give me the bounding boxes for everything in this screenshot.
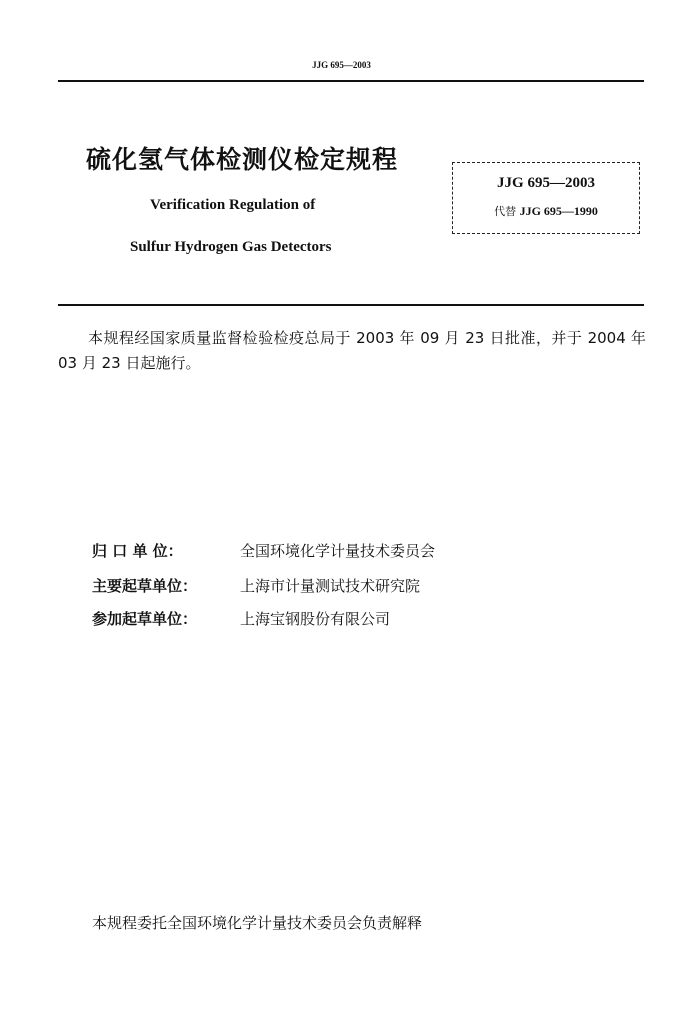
title-chinese: 硫化氢气体检测仪检定规程 [86,145,399,174]
unit-value: 上海市计量测试技术研究院 [240,577,421,595]
header-standard-code: JJG 695—2003 [312,60,371,70]
approval-statement: 本规程经国家质量监督检验检疫总局于 2003 年 09 月 23 日批准，并于 2004 年 03 月 23 日起施行。 [58,329,646,372]
interpretation-note: 本规程委托全国环境化学计量技术委员会负责解释 [92,914,423,932]
responsible-unit-row [92,540,435,561]
replaces-prefix: 代替 [494,205,517,218]
unit-label: 归 口 单 位： [92,542,183,560]
unit-label: 主要起草单位： [92,577,198,595]
unit-value: 上海宝钢股份有限公司 [240,610,391,628]
unit-label: 参加起草单位： [92,610,198,628]
unit-value: 全国环境化学计量技术委员会 [240,542,436,560]
replaced-code: JJG 695—1990 [519,204,598,218]
replaces-line [453,203,639,219]
section-divider [58,304,644,306]
title-english-line1: Verification Regulation of [150,197,316,213]
title-english-line2: Sulfur Hydrogen Gas Detectors [130,239,332,255]
standard-code-box [452,162,640,234]
standard-code: JJG 695—2003 [497,175,595,191]
main-drafting-unit-row [92,575,420,596]
header-divider [58,80,644,82]
participating-unit-row [92,608,390,629]
